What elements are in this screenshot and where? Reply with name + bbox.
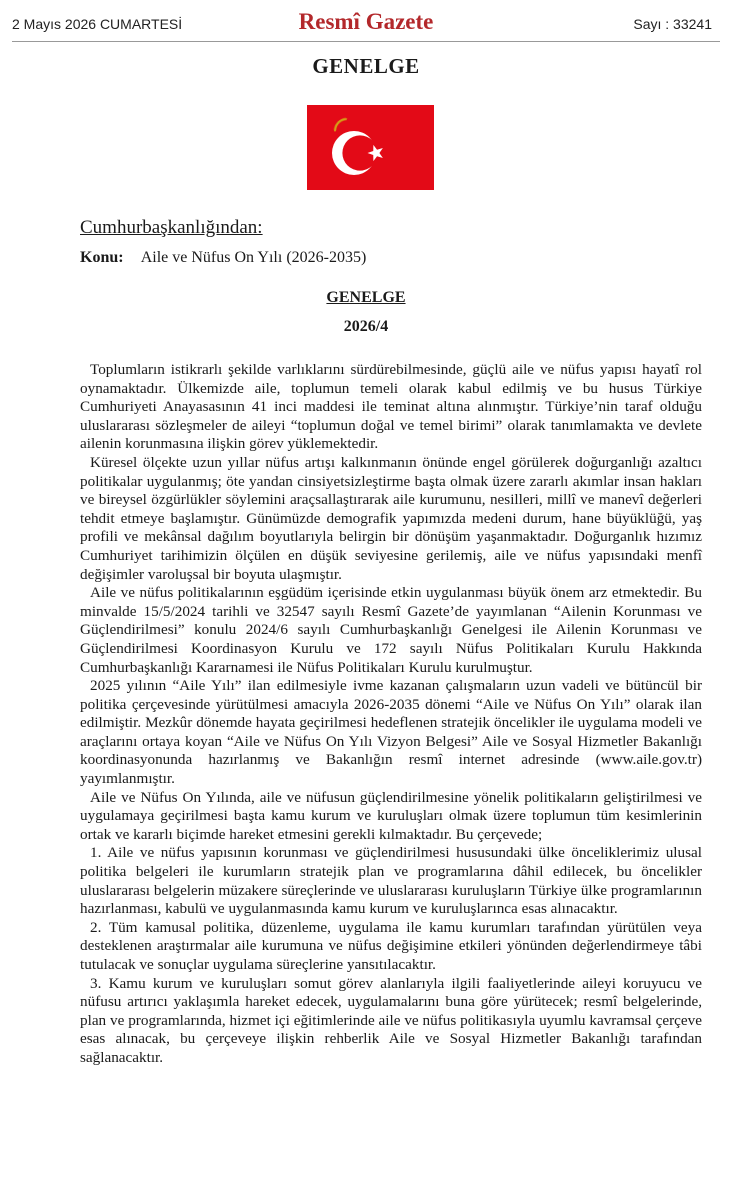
list-item: 1. Aile ve nüfus yapısının korunması ve güçlendirilmesi hususundaki ülke önceliklerimiz ulusal politika belgeleri ile kurumların stratejik plan ve programlarına dâhil edilecek, bu öncelikler uluslararası belgelerin müzakere süreçlerinde ve uluslararası kuruluşların Türkiye ülke programlarının hazırlanması, kabulü ve uygulanmasında kamu kurum ve kuruluşlarınca esas alınacaktır. — [80, 844, 702, 918]
paragraph: Küresel ölçekte uzun yıllar nüfus artışı kalkınmanın önünde engel görülerek doğurganlığı azaltıcı politikalar uygulanmış; öte yandan cinsiyetsizleştirme başta olmak üzere zararlı akımlar insan hakları ve bireysel özgürlükler söylemini araçsallaştırarak aile kurumunu, nesilleri, millî ve manevî değerleri tehdit etmeye başlamıştır. Günümüzde demografik yapımızda medeni durum, hane büyüklüğü, yaş profili ve mekânsal dağılım boyutlarıyla belirgin bir dönüşüm yaşanmaktadır. Doğurganlık hızımız Cumhuriyet tarihimizin ölçülen en düşük seviyesine gerilemiş, aile ve nüfus yapısındaki menfî değişimler varoluşsal bir boyuta ulaşmıştır. — [80, 453, 702, 583]
paragraph: Toplumların istikrarlı şekilde varlıklarını sürdürebilmesinde, güçlü aile ve nüfus yapısı hayatî rol oynamaktadır. Ülkemizde aile, toplumun temeli olarak kabul edilmiş ve bu husus Türkiye Cumhuriyeti Anayasasının 41 inci maddesi ile teminat altına alınmıştır. Türkiye’nin taraf olduğu uluslararası sözleşmeler de aileyi “toplumun doğal ve temel birimi” olarak tanımlamakta ve devlete ailenin korunmasına ilişkin görev yüklemektedir. — [80, 361, 702, 453]
subject-value: Aile ve Nüfus On Yılı (2026-2035) — [140, 249, 367, 266]
turkish-flag-icon — [307, 105, 434, 190]
paragraph: Aile ve Nüfus On Yılında, aile ve nüfusun güçlendirilmesine yönelik politikaların geliştirilmesi ve uygulamaya geçirilmesi başta kamu kurum ve kuruluşları olmak üzere toplumun tüm kesimlerinin ortak ve kararlı biçimde hareket etmesini gerekli kılmaktadır. Bu çerçevede; — [80, 788, 702, 843]
gazette-title: Resmî Gazete — [298, 9, 434, 34]
issue-number: Sayı : 33241 — [633, 16, 712, 32]
list-item: 2. Tüm kamusal politika, düzenleme, uygulama ile kamu kurumları tarafından yürütülen veya desteklenen araştırmalar aile kurumuna ve nüfus değişimine etkileri yönünden değerlendirmeye tâbi tutulacak ve sonuçlar uygulama süreçlerine yansıtılacaktır. — [80, 918, 702, 973]
document-title: GENELGE — [326, 289, 406, 306]
paragraph: Aile ve nüfus politikalarının eşgüdüm içerisinde etkin uygulanması büyük önem arz etmektedir. Bu minvalde 15/5/2024 tarihli ve 32547 sayılı Resmî Gazete’de yayımlanan “Ailenin Korunması ve Güçlendirilmesi” konulu 2024/6 sayılı Cumhurbaşkanlığı Genelgesi ile Ailenin Korunması ve Güçlendirilmesi Koordinasyon Kurulu ve 172 sayılı Nüfus Politikaları Kurulu Hakkında Cumhurbaşkanlığı Kararnamesi ile Nüfus Politikaları Kurulu kurulmuştur. — [80, 584, 702, 676]
paragraph: 2025 yılının “Aile Yılı” ilan edilmesiyle ivme kazanan çalışmaların uzun vadeli ve bütüncül bir politika çerçevesinde yürütülmesi amacıyla 2026-2035 dönemi “Aile ve Nüfus On Yılı” olarak ilan edilmiştir. Mezkûr dönemde hayata geçirilmesi hedeflenen stratejik öncelikler ile uygulama modeli ve araçlarını ortaya koyan “Aile ve Nüfus On Yılı Vizyon Belgesi” Aile ve Sosyal Hizmetler Bakanlığı koordinasyonunda hazırlanmış ve Bakanlığın resmî internet adresinde (www.aile.gov.tr) yayımlanmıştır. — [80, 677, 702, 788]
subject-label: Konu: — [80, 249, 124, 266]
subject-line — [80, 249, 366, 267]
header-divider — [12, 41, 720, 42]
list-item: 3. Kamu kurum ve kuruluşları somut görev alanlarıyla ilgili faaliyetlerinde aileyi koruyucu ve nüfusu artırıcı yaklaşımla hareket edecek, uygulamalarını buna göre yürütecek; resmî belgelerinde, plan ve programlarında, hizmet içi eğitimlerinde aile ve nüfus politikasıyla uyumlu kavramsal çerçeve esas alınacak, bu çerçeveye ilişkin rehberlik Aile ve Sosyal Hizmetler Bakanlığı tarafından sağlanacaktır. — [80, 974, 702, 1066]
publication-date: 2 Mayıs 2026 CUMARTESİ — [12, 16, 183, 32]
document-number: 2026/4 — [343, 318, 389, 335]
document-body — [80, 361, 702, 1068]
section-heading: GENELGE — [312, 54, 420, 78]
issuer-heading: Cumhurbaşkanlığından: — [80, 217, 263, 238]
gazette-header — [0, 0, 732, 44]
